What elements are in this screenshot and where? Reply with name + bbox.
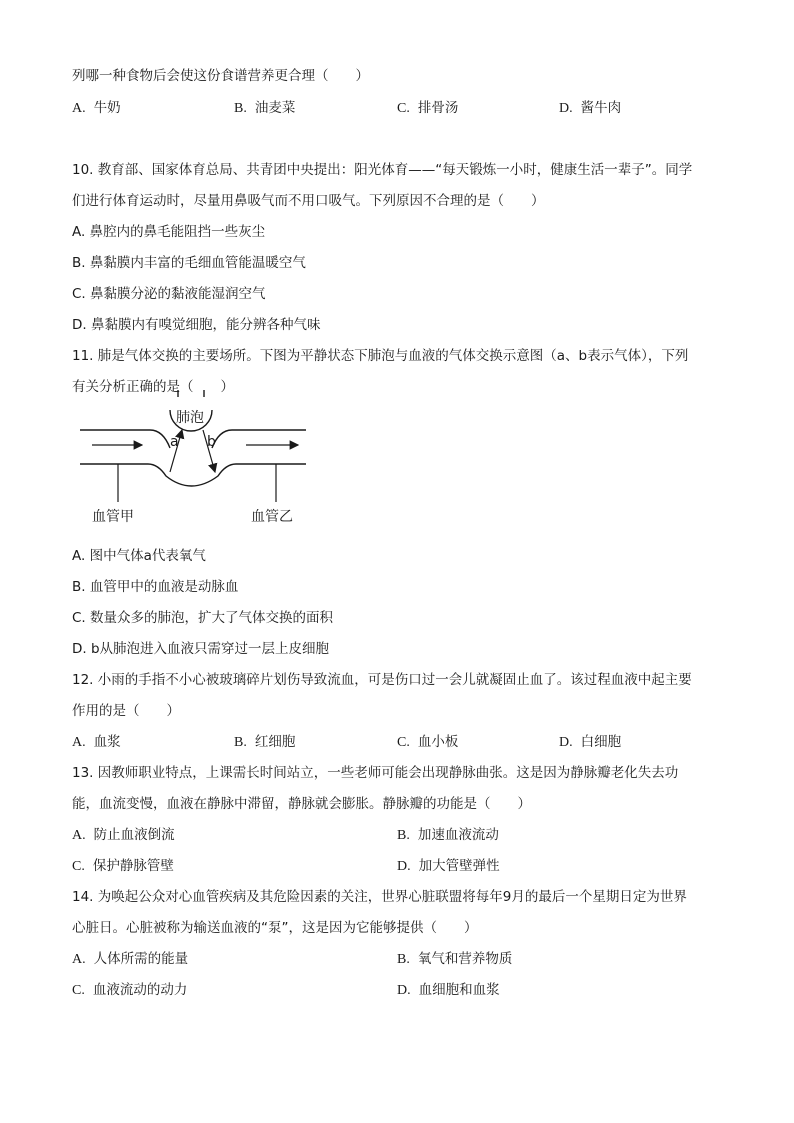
q10-option-b[interactable]: B. 鼻黏膜内丰富的毛细血管能温暖空气 bbox=[72, 255, 306, 271]
q13-options-row1 bbox=[72, 825, 722, 845]
vessel-1-label: 血管甲 bbox=[92, 509, 134, 525]
q11-option-c[interactable]: C. 数量众多的肺泡，扩大了气体交换的面积 bbox=[72, 610, 334, 626]
gas-a-label: a bbox=[170, 434, 179, 450]
q10-option-c[interactable]: C. 鼻黏膜分泌的黏液能湿润空气 bbox=[72, 286, 266, 302]
q10-stem-line1: 10. 教育部、国家体育总局、共青团中央提出：阳光体育——“每天锻炼一小时，健康生活一辈子”。同学 bbox=[72, 162, 693, 178]
q13-option-c[interactable]: C. 保护静脉管壁 bbox=[72, 858, 174, 874]
q12-option-b[interactable]: B. 红细胞 bbox=[234, 734, 296, 750]
gas-b-label: b bbox=[207, 434, 216, 450]
q9-option-b[interactable]: B. 油麦菜 bbox=[234, 100, 296, 116]
q14-stem-line1: 14. 为唤起公众对心血管疾病及其危险因素的关注，世界心脏联盟将每年9月的最后一个星期日定为世界 bbox=[72, 889, 687, 905]
q9-options bbox=[72, 98, 722, 118]
q9-option-a[interactable]: A. 牛奶 bbox=[72, 100, 121, 116]
q11-option-a[interactable]: A. 图中气体a代表氧气 bbox=[72, 548, 206, 564]
q14-option-c[interactable]: C. 血液流动的动力 bbox=[72, 982, 188, 998]
q13-options-row2 bbox=[72, 856, 722, 876]
q13-option-a[interactable]: A. 防止血液倒流 bbox=[72, 827, 175, 843]
q12-stem-line2: 作用的是（ ） bbox=[72, 703, 180, 719]
q10-stem-line2: 们进行体育运动时，尽量用鼻吸气而不用口吸气。下列原因不合理的是（ ） bbox=[72, 193, 545, 209]
q12-option-a[interactable]: A. 血浆 bbox=[72, 734, 121, 750]
q13-option-b[interactable]: B. 加速血液流动 bbox=[397, 827, 499, 843]
q12-option-d[interactable]: D. 白细胞 bbox=[559, 734, 622, 750]
q14-options-row2 bbox=[72, 980, 722, 1000]
q11-stem-line1: 11. 肺是气体交换的主要场所。下图为平静状态下肺泡与血液的气体交换示意图（a、b表示气体），下列 bbox=[72, 348, 689, 364]
q14-stem-line2: 心脏日。心脏被称为输送血液的“泵”，这是因为它能够提供（ ） bbox=[72, 920, 478, 936]
q9-continuation: 列哪一种食物后会使这份食谱营养更合理（ ） bbox=[72, 68, 369, 84]
q13-stem-line1: 13. 因教师职业特点，上课需长时间站立，一些老师可能会出现静脉曲张。这是因为静脉瓣老化失去功 bbox=[72, 765, 679, 781]
q14-options-row1 bbox=[72, 949, 722, 969]
q13-option-d[interactable]: D. 加大管壁弹性 bbox=[397, 858, 500, 874]
q11-stem-line2: 有关分析正确的是（ ） bbox=[72, 379, 234, 395]
q10-option-d[interactable]: D. 鼻黏膜内有嗅觉细胞，能分辨各种气味 bbox=[72, 317, 321, 333]
q14-option-b[interactable]: B. 氧气和营养物质 bbox=[397, 951, 513, 967]
gas-exchange-diagram bbox=[78, 388, 318, 528]
q14-option-a[interactable]: A. 人体所需的能量 bbox=[72, 951, 189, 967]
q12-stem-line1: 12. 小雨的手指不小心被玻璃碎片划伤导致流血，可是伤口过一会儿就凝固止血了。该过程血液中起主要 bbox=[72, 672, 692, 688]
q9-option-c[interactable]: C. 排骨汤 bbox=[397, 100, 459, 116]
alveolus-label: 肺泡 bbox=[176, 410, 204, 426]
q12-options bbox=[72, 732, 722, 752]
q13-stem-line2: 能，血流变慢，血液在静脉中滞留，静脉就会膨胀。静脉瓣的功能是（ ） bbox=[72, 796, 531, 812]
q10-option-a[interactable]: A. 鼻腔内的鼻毛能阻挡一些灰尘 bbox=[72, 224, 266, 240]
q11-option-b[interactable]: B. 血管甲中的血液是动脉血 bbox=[72, 579, 239, 595]
q11-option-d[interactable]: D. b从肺泡进入血液只需穿过一层上皮细胞 bbox=[72, 641, 330, 657]
vessel-2-label: 血管乙 bbox=[251, 509, 293, 525]
q14-option-d[interactable]: D. 血细胞和血浆 bbox=[397, 982, 500, 998]
vessel-lower-wall bbox=[80, 464, 306, 486]
q9-option-d[interactable]: D. 酱牛肉 bbox=[559, 100, 622, 116]
q12-option-c[interactable]: C. 血小板 bbox=[397, 734, 459, 750]
